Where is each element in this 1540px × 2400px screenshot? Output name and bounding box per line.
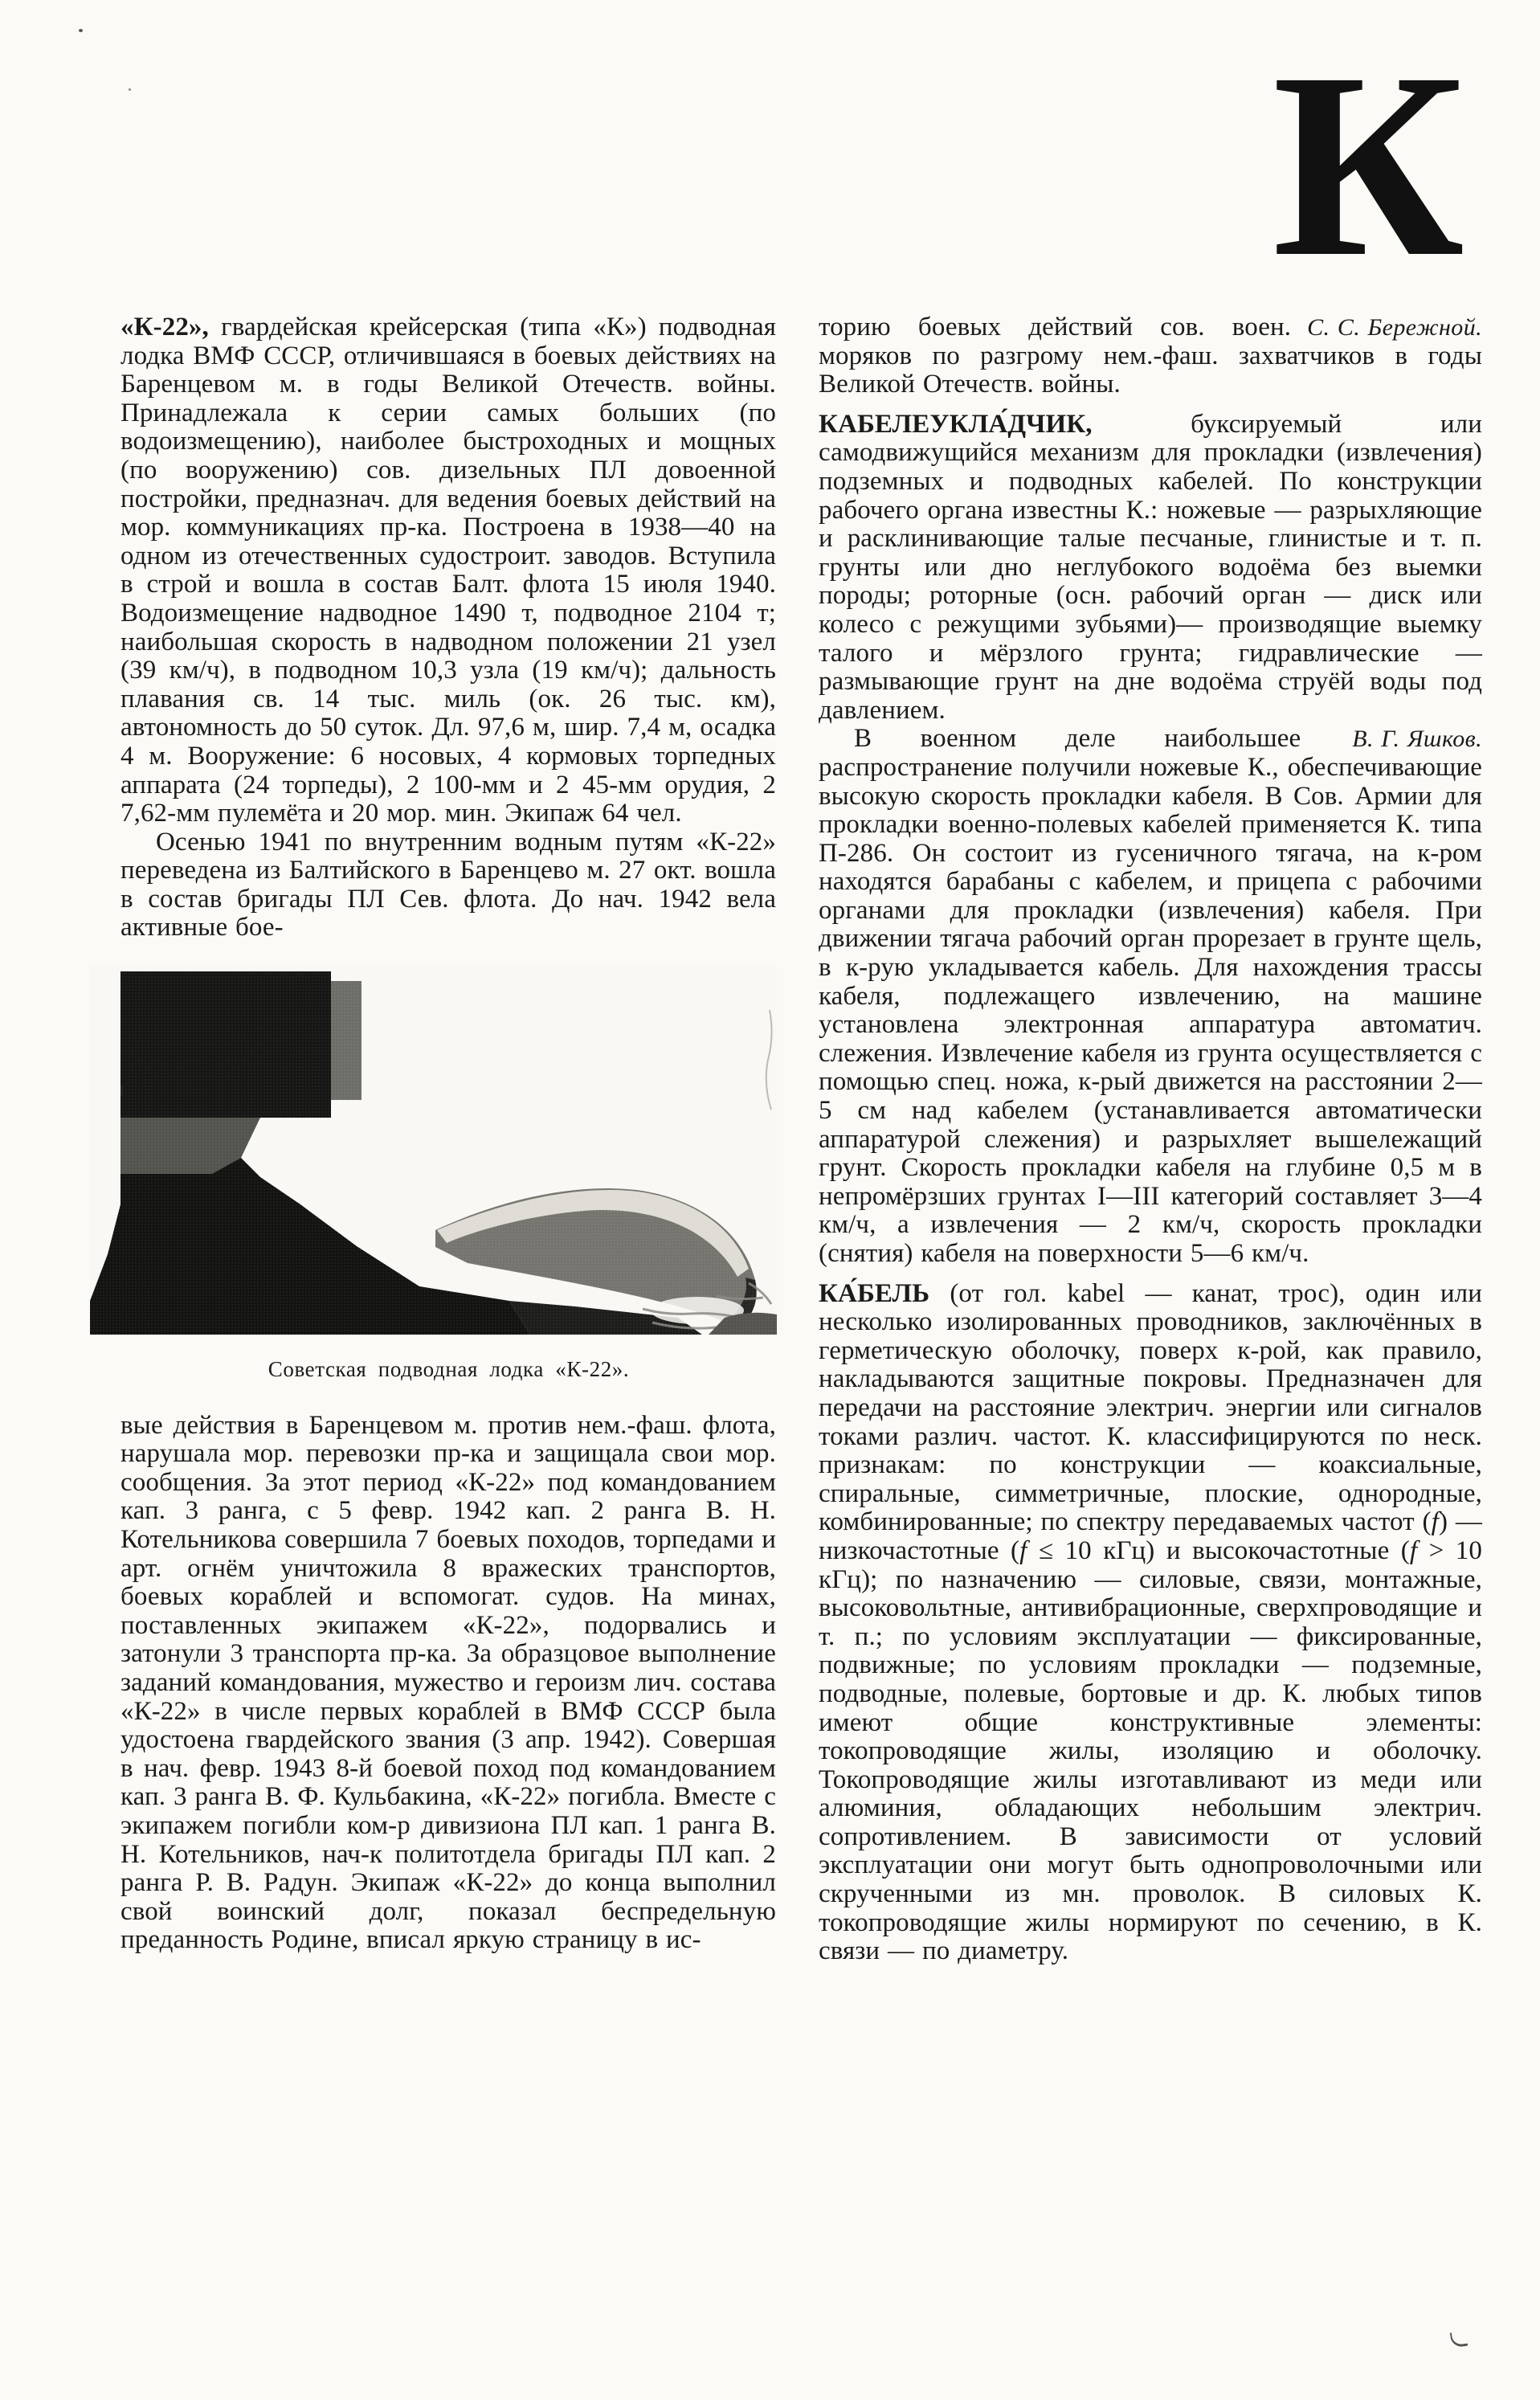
author-signature: В. Г. Яшков.	[1352, 726, 1482, 753]
k22-paragraph-2	[121, 828, 776, 942]
text-run: f	[1431, 1507, 1439, 1537]
column-left	[121, 313, 776, 1955]
text-run: торию боевых действий сов. воен. моряков по разгрому нем.-фаш. захватчиков в годы Великой Отечеств. войны.	[819, 313, 1482, 399]
headword: «К-22»,	[121, 313, 222, 341]
kabeleukladchik-entry-paragraph	[819, 411, 1482, 726]
text-run: f	[1019, 1535, 1027, 1565]
text-run: В военном деле наибольшее распространение получили ножевые К., обеспечивающие высокую скорость прокладки кабеля. В Сов. Армии для прокладки военно-полевых кабелей применяется К. типа П-286. Он состоит из гусеничного тягача, на к-ром находятся барабаны с кабелем, и прицепа с рабочими органами для прокладки (извлечения) кабеля. При движении тягача рабочий орган прорезает в грунте щель, в к-рую укладывается кабель. Для нахождения трассы кабеля, подлежащего извлечению, на машине установлена электронная аппаратура автоматич. слежения. Извлечение кабеля из грунта осуществляется с помощью спец. ножа, к-рый движется на расстоянии 2—5 см над кабелем (устанавливается автоматически аппаратурой слежения) и разрыхляет вышележащий грунт. Скорость прокладки кабеля на глубине 0,5 м в непромёрзших грунтах I—III категорий составляет 3—4 км/ч, а извлечения — 2 км/ч, скорость прокладки (снятия) кабеля на поверхности 5—6 км/ч.	[819, 724, 1482, 1268]
k22-entry-paragraph	[121, 313, 776, 828]
kabeleukladchik-paragraph-2	[819, 725, 1482, 1268]
section-letter: К	[1272, 18, 1464, 312]
scan-speck	[79, 29, 83, 32]
submarine-photo-graphic	[90, 963, 777, 1335]
photo-caption: Советская подводная лодка «К-22».	[268, 1357, 630, 1382]
text-run: > 10 кГц); по назначению — силовые, связи, монтажные, высоковольтные, антивибрационные, сверхпроводящие и т. п.; по условиям эксплуатации — фиксированные, подвижные; по условиям прокладки — подземные, подводные, полевые, бортовые и др. К. любых типов имеют общие конструктивные элементы: токопроводящие жилы, изоляцию и оболочку. Токопроводящие жилы изготавливают из меди или алюминия, обладающих небольшим электрич. сопротивлением. В зависимости от условий эксплуатации они могут быть однопроволочными или скрученными из мн. проволок. В силовых К. токопроводящие жилы нормируют по сечению, в К. связи — по диаметру.	[819, 1535, 1482, 1966]
scan-speck	[1450, 2331, 1468, 2349]
text-run: Осенью 1941 по внутренним водным путям «К-22» переведена из Балтийского в Баренцево м. 27 окт. вошла в состав бригады ПЛ Сев. флота. До нач. 1942 вела активные бое-	[121, 827, 776, 942]
headword: КА́БЕЛЬ	[819, 1278, 950, 1308]
text-run: вые действия в Баренцевом м. против нем.-фаш. флота, нарушала мор. перевозки пр-ка и защищала свои мор. сообщения. За этот период «К-22» под командованием кап. 3 ранга, с 5 февр. 1942 кап. 2 ранга В. Н. Котельникова совершила 7 боевых походов, торпедами и арт. огнём уничтожила 8 вражеских транспортов, боевых кораблей и вспомогат. судов. На минах, поставленных экипажем «К-22», подорвались и затонули 3 транспорта пр-ка. За образцовое выполнение заданий командования, мужество и героизм лич. состава «К-22» в числе первых кораблей в ВМФ СССР была удостоена гвардейского звания (3 апр. 1942). Совершая в нач. февр. 1943 8-й боевой поход под командованием кап. 3 ранга В. Ф. Кульбакина, «К-22» погибла. Вместе с экипажем погибли ком-р дивизиона ПЛ кап. 1 ранга В. Н. Котельников, нач-к политотдела бригады ПЛ кап. 2 ранга Р. В. Радун. Экипаж «К-22» до конца выполнил свой воинский долг, показал беспредельную преданность Родине, вписал яркую страницу в ис-	[121, 1410, 776, 1955]
text-run: (от гол. kabel — канат, трос), один или несколько изолированных проводников, заключённых в герметическую оболочку, поверх к-рой, как правило, накладываются защитные покровы. Предназначен для передачи на расстояние электрич. энергии или сигналов токами различ. частот. К. классифицируются по неск. признакам: по конструкции — коаксиальные, спиральные, симметричные, плоские, однородные, комбинированные; по спектру передаваемых частот (	[819, 1278, 1483, 1537]
scan-speck	[129, 88, 131, 91]
kabel-entry-paragraph	[819, 1280, 1482, 1966]
text-run: гвардейская крейсерская (типа «К») подводная лодка ВМФ СССР, отличившаяся в боевых действиях на Баренцевом м. в годы Великой Отечеств. войны. Принадлежала к серии самых больших (по водоизмещению), наиболее быстроходных и мощных (по вооружению) сов. дизельных ПЛ довоенной постройки, предназнач. для ведения боевых действий на мор. коммуникациях пр-ка. Построена в 1938—40 на одном из отечественных судостроит. заводов. Вступила в строй и вошла в состав Балт. флота 15 июля 1940. Водоизмещение надводное 1490 т, подводное 2104 т; наибольшая скорость в надводном положении 21 узел (39 км/ч), в подводном 10,3 узла (19 км/ч); дальность плавания св. 14 тыс. миль (ок. 26 тыс. км), автономность до 50 суток. Дл. 97,6 м, шир. 7,4 м, осадка 4 м. Вооружение: 6 носовых, 4 кормовых торпедных аппарата (24 торпеды), 2 100-мм и 2 45-мм орудия, 2 7,62-мм пулемёта и 20 мор. мин. Экипаж 64 чел.	[121, 313, 777, 828]
column-right	[819, 313, 1482, 1966]
headword: КАБЕЛЕУКЛА́ДЧИК,	[819, 409, 1191, 439]
scan-speck	[121, 1085, 123, 1097]
text-run: f	[1409, 1535, 1418, 1565]
text-run: ≤ 10 кГц) и высокочастотные (	[1027, 1535, 1410, 1565]
submarine-photo	[90, 963, 777, 1335]
text-run: ) — низкочастотные (	[819, 1507, 1482, 1565]
k22-continuation-paragraph-2	[819, 313, 1482, 399]
k22-continuation-paragraph	[121, 1412, 776, 1955]
author-signature: С. С. Бережной.	[1307, 314, 1482, 341]
photo-figure	[90, 963, 777, 1384]
text-run: буксируемый или самодвижущийся механизм для прокладки (извлечения) подземных и подводных кабелей. По конструкции рабочего органа известны К.: ножевые — разрыхляющие и расклинивающие талые песчаные, глинистые и т. п. грунты или дно неглубокого водоёма без выемки породы; роторные (осн. рабочий орган — диск или колесо с режущими зубьями)— производящие выемку талого и мёрзлого грунта; гидравлические — размывающие грунт на дне водоёма струёй воды под давлением.	[819, 409, 1482, 725]
